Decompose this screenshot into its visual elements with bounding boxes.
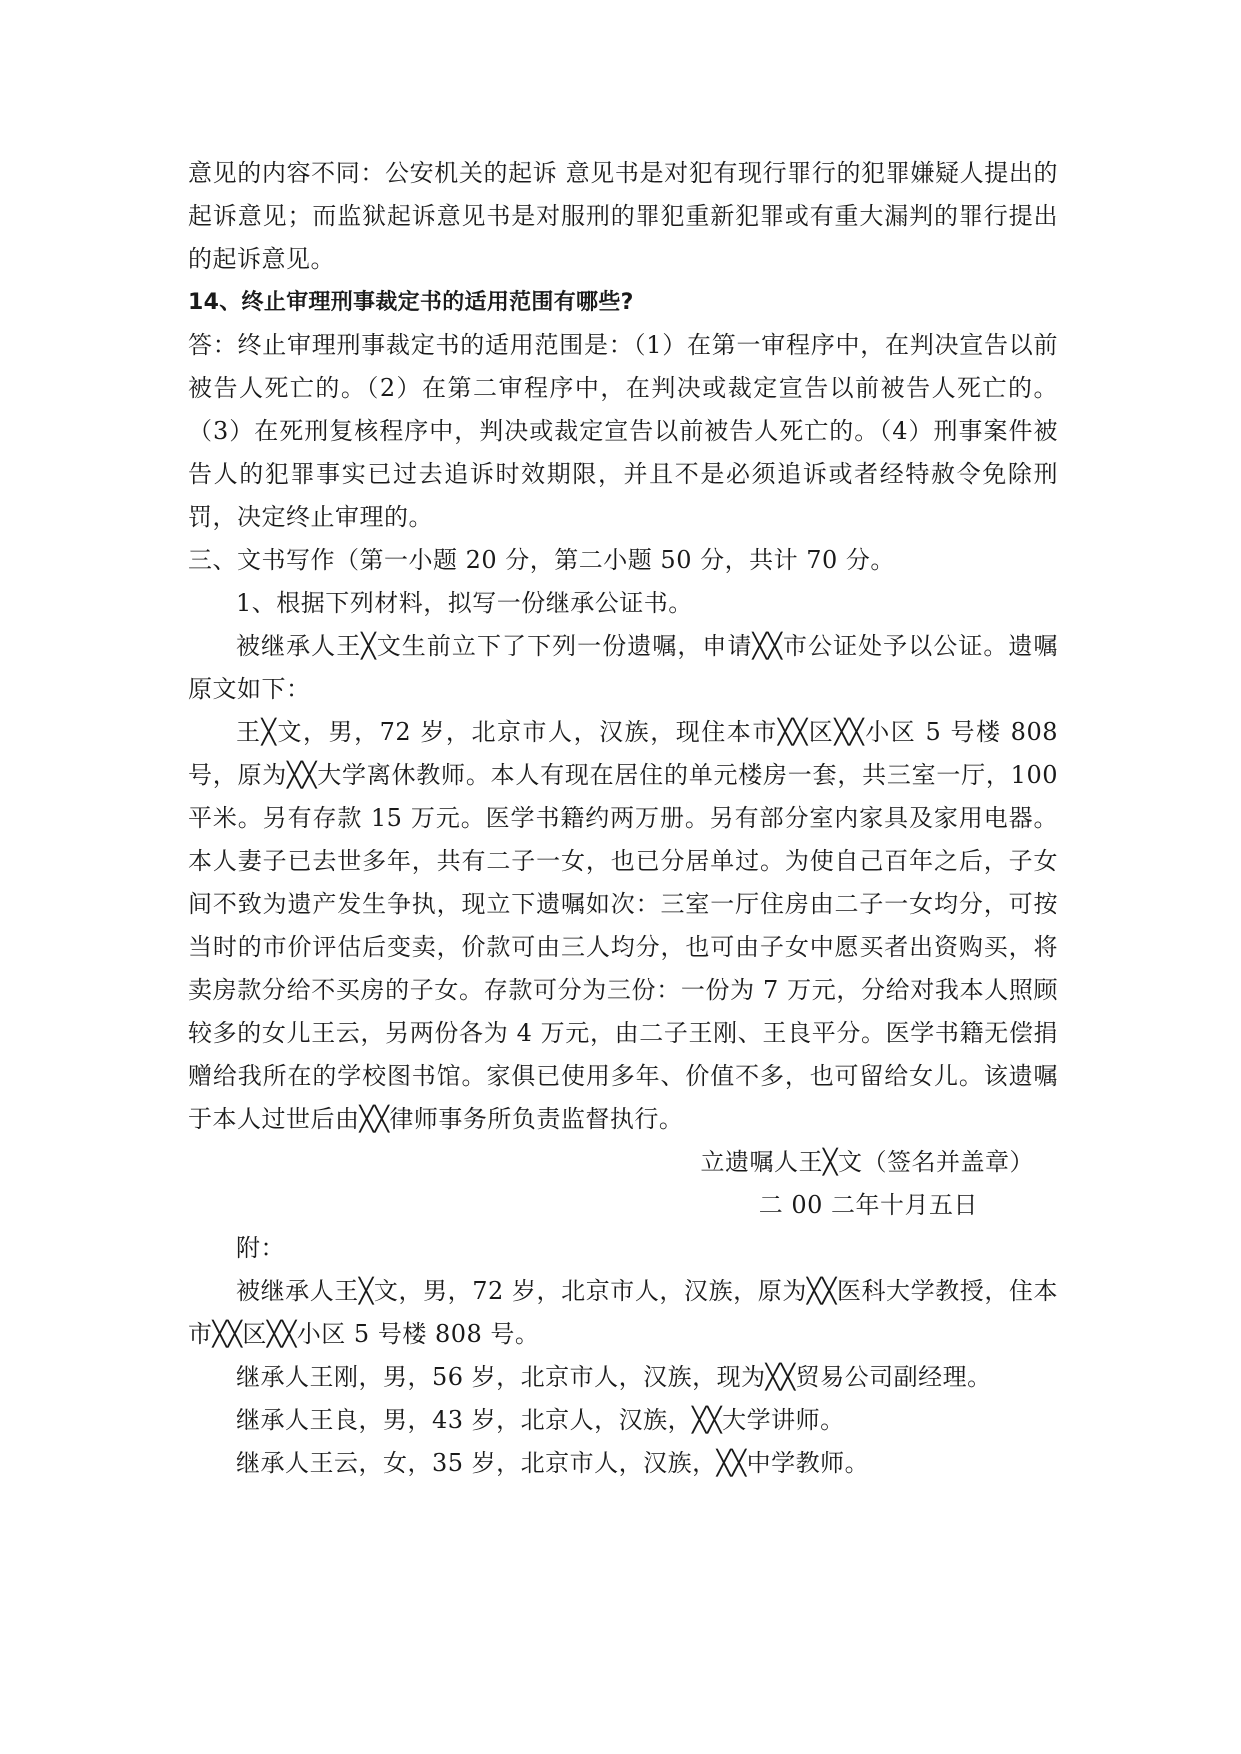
will-signature: 立遗嘱人王╳文（签名并盖章） [700,1148,1034,1176]
appendix-heir-wang-yun: 继承人王云，女，35 岁，北京市人，汉族，╳╳中学教师。 [236,1449,870,1477]
question-14-heading: 14、终止审理刑事裁定书的适用范围有哪些? [188,290,634,315]
will-intro: 被继承人王╳文生前立下了下列一份遗嘱，申请╳╳市公证处予以公证。遗嘱原文如下： [188,632,1058,703]
appendix-heir-wang-liang: 继承人王良，男，43 岁，北京人，汉族，╳╳大学讲师。 [236,1406,845,1434]
appendix-label: 附： [236,1234,285,1262]
answer-14: 答：终止审理刑事裁定书的适用范围是：（1）在第一审程序中，在判决宣告以前被告人死亡的。（2）在第二审程序中，在判决或裁定宣告以前被告人死亡的。（3）在死刑复核程序中，判决或裁定宣告以前被告人死亡的。（4）刑事案件被告人的犯罪事实已过去追诉时效期限，并且不是必须追诉或者经特赦令免除刑罚，决定终止审理的。 [188,331,1058,531]
task-1-instruction: 1、根据下列材料，拟写一份继承公证书。 [236,589,693,617]
section-three-heading: 三、文书写作（第一小题 20 分，第二小题 50 分，共计 70 分。 [188,546,895,574]
will-date: 二 00 二年十月五日 [758,1191,978,1219]
paragraph-indictment-opinion: 意见的内容不同：公安机关的起诉 意见书是对犯有现行罪行的犯罪嫌疑人提出的起诉意见；而监狱起诉意见书是对服刑的罪犯重新犯罪或有重大漏判的罪行提出的起诉意见。 [188,159,1058,273]
appendix-heir-wang-gang: 继承人王刚，男，56 岁，北京市人，汉族，现为╳╳贸易公司副经理。 [236,1363,992,1391]
document-page [188,152,1058,1485]
will-body: 王╳文，男，72 岁，北京市人，汉族，现住本市╳╳区╳╳小区 5 号楼 808 号，原为╳╳大学离休教师。本人有现在居住的单元楼房一套，共三室一厅，100 平米。另有存款 15 万元。医学书籍约两万册。另有部分室内家具及家用电器。本人妻子已去世多年，共有二子一女，也已分居单过。为使自己百年之后，子女间不致为遗产发生争执，现立下遗嘱如次：三室一厅住房由二子一女均分，可按当时的市价评估后变卖，价款可由三人均分，也可由子女中愿买者出资购买，将卖房款分给不买房的子女。存款可分为三份：一份为 7 万元，分给对我本人照顾较多的女儿王云，另两份各为 4 万元，由二子王刚、王良平分。医学书籍无偿捐赠给我所在的学校图书馆。家俱已使用多年、价值不多，也可留给女儿。该遗嘱于本人过世后由╳╳律师事务所负责监督执行。 [188,718,1058,1133]
appendix-decedent: 被继承人王╳文，男，72 岁，北京市人，汉族，原为╳╳医科大学教授，住本市╳╳区╳╳小区 5 号楼 808 号。 [188,1277,1058,1348]
